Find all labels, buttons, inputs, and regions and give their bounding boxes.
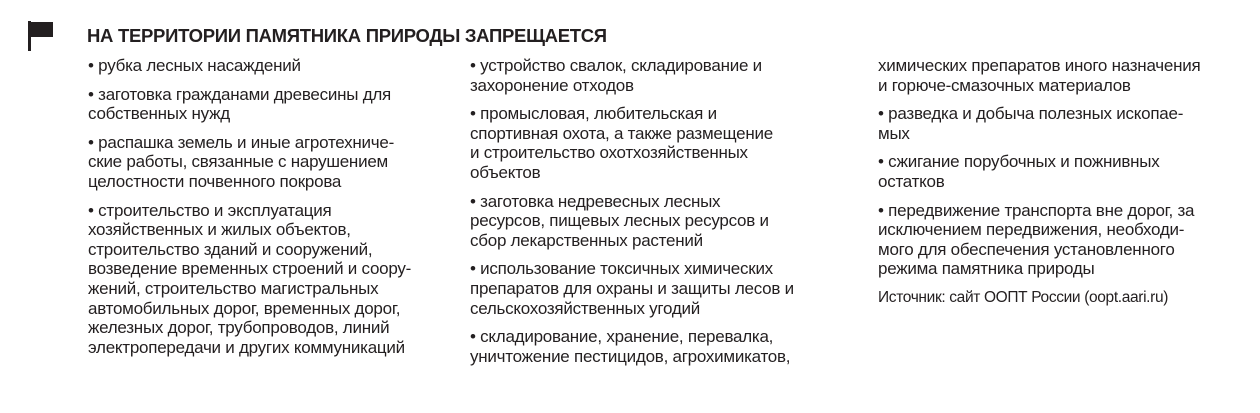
column-2 <box>470 56 865 375</box>
section-title: НА ТЕРРИТОРИИ ПАМЯТНИКА ПРИРОДЫ ЗАПРЕЩАЕТСЯ <box>87 25 607 46</box>
column-3 <box>878 56 1258 307</box>
list-item-continued: химических препаратов иного назначения и горюче-смазочных материалов <box>878 56 1201 95</box>
list-item: • заготовка гражданами древесины для собственных нужд <box>88 84 392 124</box>
flag-icon <box>28 21 55 51</box>
list-item: • устройство свалок, складирование и захоронение отходов <box>470 56 762 95</box>
list-item: • сжигание порубочных и пожнивных остатков <box>878 152 1160 191</box>
list-item: • строительство и эксплуатация хозяйственных и жилых объектов, строительство зданий и сооружений, возведение временных строений и соору- жений, строительство магистральных автомобильных дорог, временных дорог, железных дорог, трубопроводов, линий электропередачи и других коммуникаций <box>88 200 412 357</box>
list-item: • использование токсичных химических препаратов для охраны и защиты лесов и сельскохозяйственных угодий <box>470 259 794 318</box>
list-item: • передвижение транспорта вне дорог, за исключением передвижения, необходи- мого для обеспечения установленного режима памятника природы <box>878 200 1195 279</box>
list-item: • складирование, хранение, перевалка, уничтожение пестицидов, агрохимикатов, <box>470 327 791 366</box>
section-header <box>28 21 607 51</box>
source-note: Источник: сайт ООПТ России (oopt.aari.ru) <box>878 288 1169 306</box>
list-item: • разведка и добыча полезных ископае- мых <box>878 104 1184 143</box>
list-item: • рубка лесных насаждений <box>88 56 301 75</box>
list-item: • заготовка недревесных лесных ресурсов, пищевых лесных ресурсов и сбор лекарственных растений <box>470 191 769 250</box>
list-item: • промысловая, любительская и спортивная охота, а также размещение и строительство охотхозяйственных объектов <box>470 104 773 182</box>
column-1 <box>88 56 468 366</box>
list-item: • распашка земель и иные агротехниче- ские работы, связанные с нарушением целостности почвенного покрова <box>88 132 394 191</box>
